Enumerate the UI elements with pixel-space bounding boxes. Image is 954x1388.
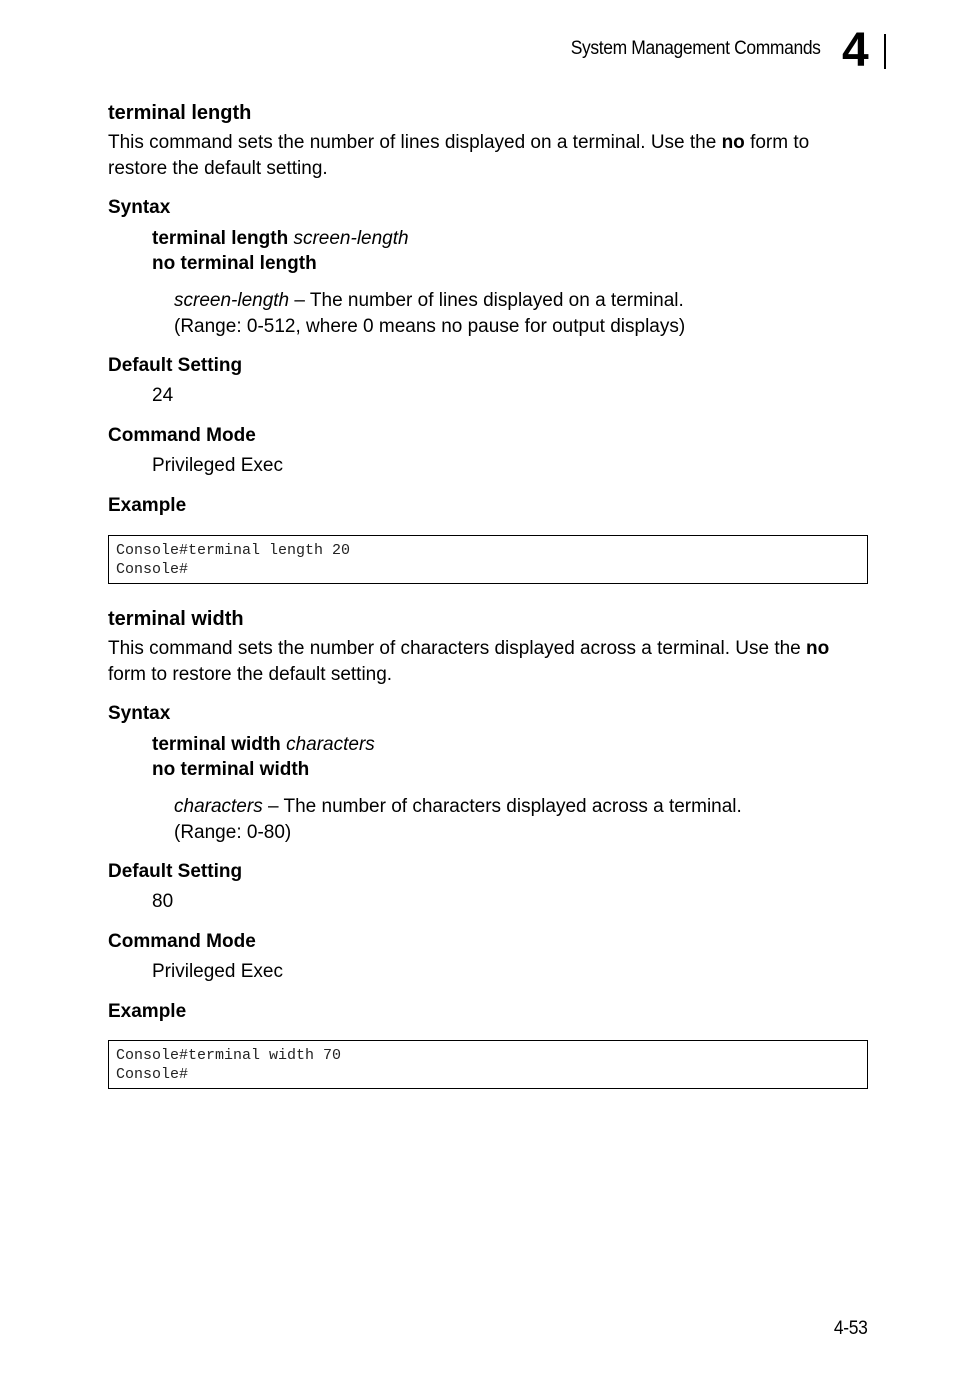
syntax-no-command: no terminal length [152, 253, 317, 274]
default-setting-value: 80 [152, 891, 174, 912]
example-code-block [108, 1040, 868, 1089]
parameter-description: characters – The number of characters displayed across a terminal. (Range: 0-80) [174, 796, 742, 843]
command-mode-value: Privileged Exec [152, 455, 283, 476]
default-setting-heading: Default Setting [108, 861, 243, 882]
syntax-heading: Syntax [108, 703, 171, 724]
example-code-block [108, 535, 868, 584]
command-mode-value: Privileged Exec [152, 961, 283, 982]
chapter-number: 4 [842, 24, 869, 77]
command-description: This command sets the number of lines displayed on a terminal. Use the no form to restore the default setting. [108, 132, 810, 179]
code-line: Console# [116, 1066, 189, 1083]
default-setting-heading: Default Setting [108, 355, 243, 376]
example-heading: Example [108, 495, 187, 516]
parameter-description: screen-length – The number of lines displayed on a terminal. (Range: 0-512, where 0 means no pause for output displays) [174, 290, 686, 337]
command-mode-heading: Command Mode [108, 425, 256, 446]
command-description: This command sets the number of characters displayed across a terminal. Use the no form to restore the default setting. [108, 638, 830, 685]
page-number: 4-53 [833, 1318, 867, 1339]
syntax-heading: Syntax [108, 197, 171, 218]
syntax-command: terminal length screen-length [152, 228, 409, 249]
running-header-title: System Management Commands [571, 38, 821, 59]
default-setting-value: 24 [152, 385, 174, 406]
example-heading: Example [108, 1001, 187, 1022]
syntax-command: terminal width characters [152, 734, 375, 755]
code-line: Console#terminal width 70 [116, 1047, 342, 1064]
command-title: terminal width [108, 608, 244, 630]
chapter-marker [842, 24, 886, 77]
command-mode-heading: Command Mode [108, 931, 256, 952]
syntax-no-command: no terminal width [152, 759, 310, 780]
command-title: terminal length [108, 102, 252, 124]
code-line: Console#terminal length 20 [116, 542, 351, 559]
code-line: Console# [116, 561, 189, 578]
